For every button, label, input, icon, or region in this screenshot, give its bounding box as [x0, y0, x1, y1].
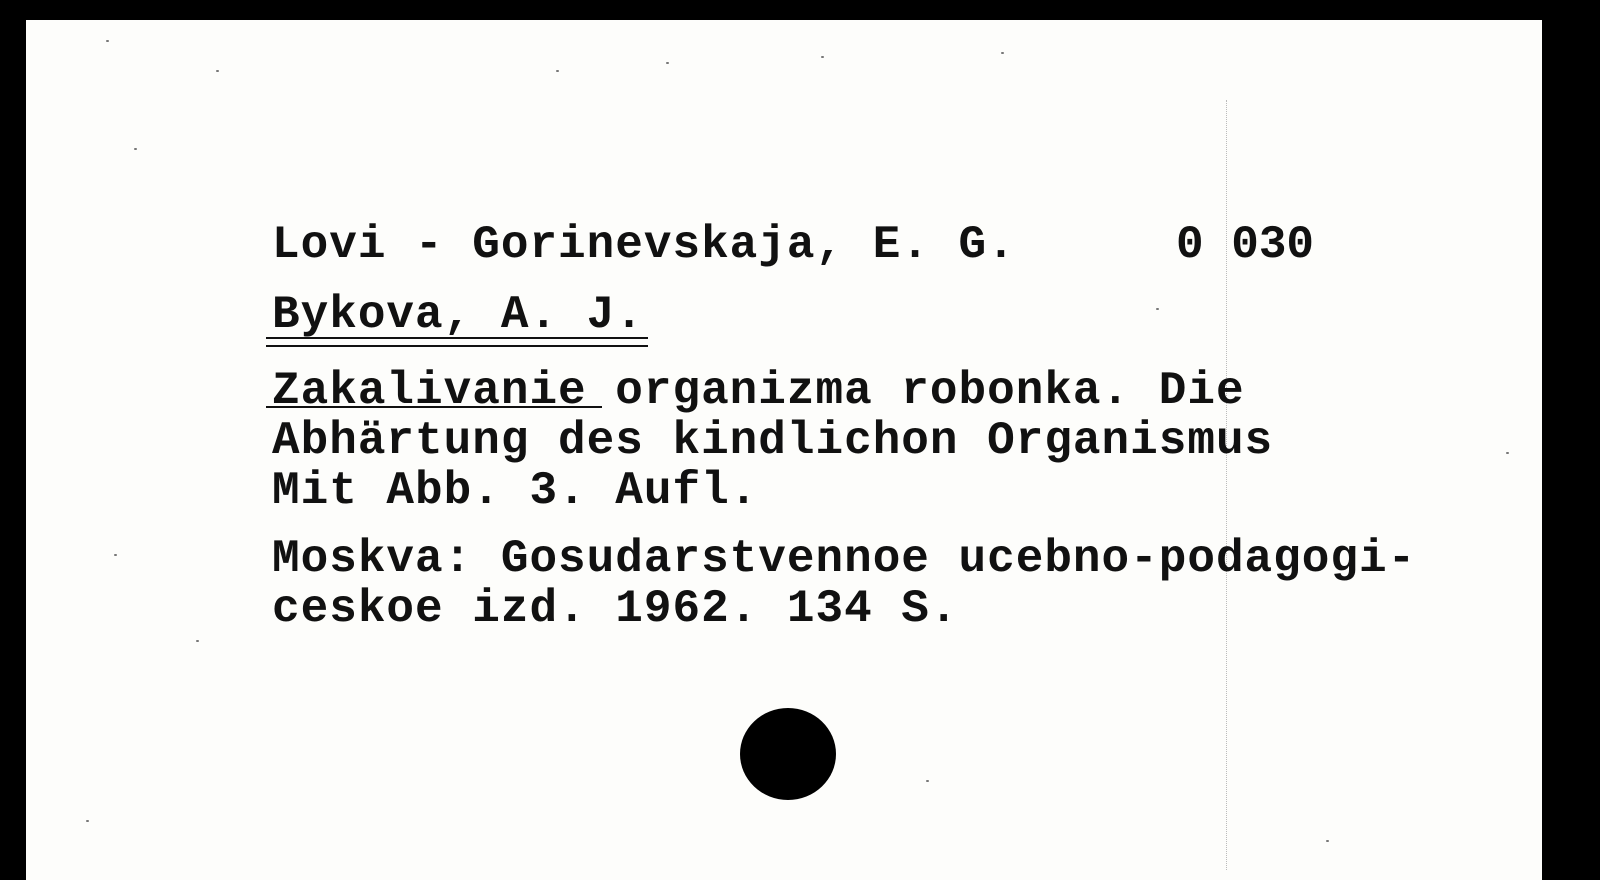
title-underline [266, 406, 602, 408]
author-line: Lovi - Gorinevskaja, E. G. [272, 219, 1016, 271]
scan-speck [114, 554, 117, 556]
scan-speck [1156, 308, 1159, 310]
scan-speck [1001, 52, 1004, 54]
scan-speck [134, 148, 137, 150]
scan-speck [1506, 452, 1509, 454]
scan-speck [1326, 840, 1329, 842]
imprint-line-1: Moskva: Gosudarstvennoe ucebno-podagogi- [272, 533, 1417, 585]
scan-speck [216, 70, 219, 72]
call-number: 0 030 [1176, 219, 1315, 271]
scan-speck [556, 70, 559, 72]
title-line-3: Mit Abb. 3. Aufl. [272, 465, 759, 517]
scan-speck [196, 640, 199, 642]
scan-speck [821, 56, 824, 58]
imprint-line-2: ceskoe izd. 1962. 134 S. [272, 583, 959, 635]
title-line-2: Abhärtung des kindlichon Organismus [272, 415, 1274, 467]
catalog-card [26, 20, 1542, 880]
scan-speck [926, 780, 929, 782]
coauthor-underline [266, 337, 648, 347]
scan-speck [666, 62, 669, 64]
coauthor-line: Bykova, A. J. [272, 289, 644, 341]
title-line-1: Zakalivanie organizma robonka. Die [272, 365, 1245, 417]
scan-speck [106, 40, 109, 42]
punch-hole [740, 708, 836, 800]
scan-speck [86, 820, 89, 822]
